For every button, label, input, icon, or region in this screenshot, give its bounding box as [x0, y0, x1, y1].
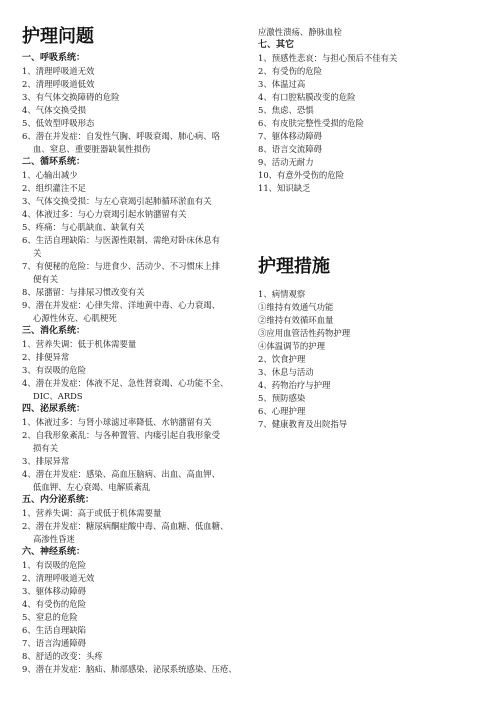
list-item: 4、气体交换受损 — [22, 105, 86, 115]
list-item: 4、有受伤的危险 — [22, 599, 86, 609]
list-item: 8、尿潴留：与排尿习惯改变有关 — [22, 287, 145, 297]
list-item: 4、潜在并发症：感染、高血压脑病、出血、高血钾、 — [22, 469, 220, 479]
list-item-continuation: 损有关 — [33, 443, 59, 453]
section-heading: 一、呼吸系统： — [22, 53, 86, 63]
list-item-continuation: 关 — [33, 248, 42, 258]
measure-item: 1、病情观察 — [258, 289, 306, 299]
problem-sections — [22, 52, 254, 676]
section-heading: 四、泌尿系统： — [22, 404, 86, 414]
measure-item: 5、预防感染 — [258, 393, 306, 403]
list-item: 7、语言沟通障碍 — [22, 638, 86, 648]
list-item: 1、营养失调：低于机体需要量 — [22, 339, 137, 349]
section-heading: 二、循环系统： — [22, 157, 86, 167]
list-item: 1、心输出减少 — [22, 170, 78, 180]
list-item: 3、气体交换受损：与左心衰竭引起肺循环淤血有关 — [22, 196, 212, 206]
list-item: 2、潜在并发症：糖尿病酮症酸中毒、高血糖、低血糖、 — [22, 521, 229, 531]
measure-item: 3、休息与活动 — [258, 367, 314, 377]
list-item: 8、舒适的改变：头疼 — [22, 651, 103, 661]
list-item-continuation: 血、窒息、重要脏器缺氧性损伤 — [33, 144, 151, 154]
measure-item: ②维持有效循环血量 — [258, 315, 334, 325]
list-item: 9、潜在并发症：脑疝、肺部感染、泌尿系统感染、压疮、 — [22, 664, 237, 674]
list-item: 2、有受伤的危险 — [258, 66, 322, 76]
list-item: 2、自我形象紊乱：与各种置管、内瘘引起自我形象受 — [22, 430, 220, 440]
right-column — [258, 26, 486, 431]
list-item-continuation: 心源性休克、心肌梗死 — [33, 313, 117, 323]
section-heading: 五、内分泌系统： — [22, 495, 95, 505]
list-item: 9、潜在并发症：心律失常、洋地黄中毒、心力衰竭、 — [22, 300, 220, 310]
list-item: 6、有皮肤完整性受损的危险 — [258, 118, 364, 128]
list-item-continuation: 便有关 — [33, 274, 59, 284]
list-item: 6、潜在并发症：自发性气胸、呼吸衰竭、肺心病、咯 — [22, 131, 220, 141]
list-item: 2、清理呼吸道低效 — [22, 79, 95, 89]
list-item: 7、有便秘的危险：与进食少、活动少、不习惯床上排 — [22, 261, 220, 271]
list-item: 3、有气体交换障碍的危险 — [22, 92, 120, 102]
section-other-heading: 七、其它 — [258, 40, 295, 50]
list-item: 4、体液过多：与心力衰竭引起水钠潴留有关 — [22, 209, 187, 219]
continuation-line: 应激性溃疡、静脉血栓 — [258, 27, 342, 37]
list-item: 1、营养失调：高于或低于机体需要量 — [22, 508, 162, 518]
list-item-continuation: 高渗性昏迷 — [33, 534, 75, 544]
measure-item: 6、心理护理 — [258, 406, 306, 416]
list-item: 7、躯体移动障碍 — [258, 131, 322, 141]
list-item: 3、排尿异常 — [22, 456, 70, 466]
list-item-continuation: DIC、ARDS — [33, 391, 83, 401]
measure-item: 7、健康教育及出院指导 — [258, 419, 348, 429]
measure-item: 4、药物治疗与护理 — [258, 380, 331, 390]
list-item: 3、躯体移动障碍 — [22, 586, 86, 596]
nursing-measures-list — [258, 288, 486, 431]
nursing-problems-title: 护理问题 — [22, 26, 94, 47]
list-item: 5、焦虑、恐惧 — [258, 105, 314, 115]
measure-item: ①维持有效通气功能 — [258, 302, 334, 312]
section-heading: 三、消化系统： — [22, 326, 86, 336]
list-item: 3、体温过高 — [258, 79, 306, 89]
measure-item: 2、饮食护理 — [258, 354, 306, 364]
measure-item: ③应用血管活性药物护理 — [258, 328, 351, 338]
list-item: 2、组织灌注不足 — [22, 183, 86, 193]
list-item: 4、有口腔粘膜改变的危险 — [258, 92, 356, 102]
list-item-continuation: 低血钾、左心衰竭、电解质紊乱 — [33, 482, 151, 492]
list-item: 6、生活自理缺陷：与医源性限制、需绝对卧床休息有 — [22, 235, 220, 245]
list-item: 5、疼痛：与心肌缺血、缺氧有关 — [22, 222, 145, 232]
list-item: 1、体液过多：与肾小球滤过率降低、水钠潴留有关 — [22, 417, 212, 427]
section-heading: 六、神经系统： — [22, 547, 86, 557]
list-item: 5、窒息的危险 — [22, 612, 78, 622]
nursing-measures-title: 护理措施 — [258, 256, 330, 277]
list-item: 1、预感性悲哀：与担心预后不佳有关 — [258, 53, 398, 63]
list-item: 4、潜在并发症：体液不足、急性肾衰竭、心功能不全、 — [22, 378, 229, 388]
section-other-list — [258, 52, 486, 195]
list-item: 11、知识缺乏 — [258, 183, 311, 193]
list-item: 1、清理呼吸道无效 — [22, 66, 95, 76]
list-item: 10、有意外受伤的危险 — [258, 170, 345, 180]
list-item: 2、排便异常 — [22, 352, 70, 362]
list-item: 2、清理呼吸道无效 — [22, 573, 95, 583]
list-item: 8、语言交流障碍 — [258, 144, 322, 154]
measure-item: ④体温调节的护理 — [258, 341, 325, 351]
list-item: 5、低效型呼吸形态 — [22, 118, 95, 128]
list-item: 9、活动无耐力 — [258, 157, 314, 167]
list-item: 6、生活自理缺陷 — [22, 625, 86, 635]
list-item: 1、有误吸的危险 — [22, 560, 86, 570]
left-column — [22, 26, 254, 676]
list-item: 3、有误吸的危险 — [22, 365, 86, 375]
